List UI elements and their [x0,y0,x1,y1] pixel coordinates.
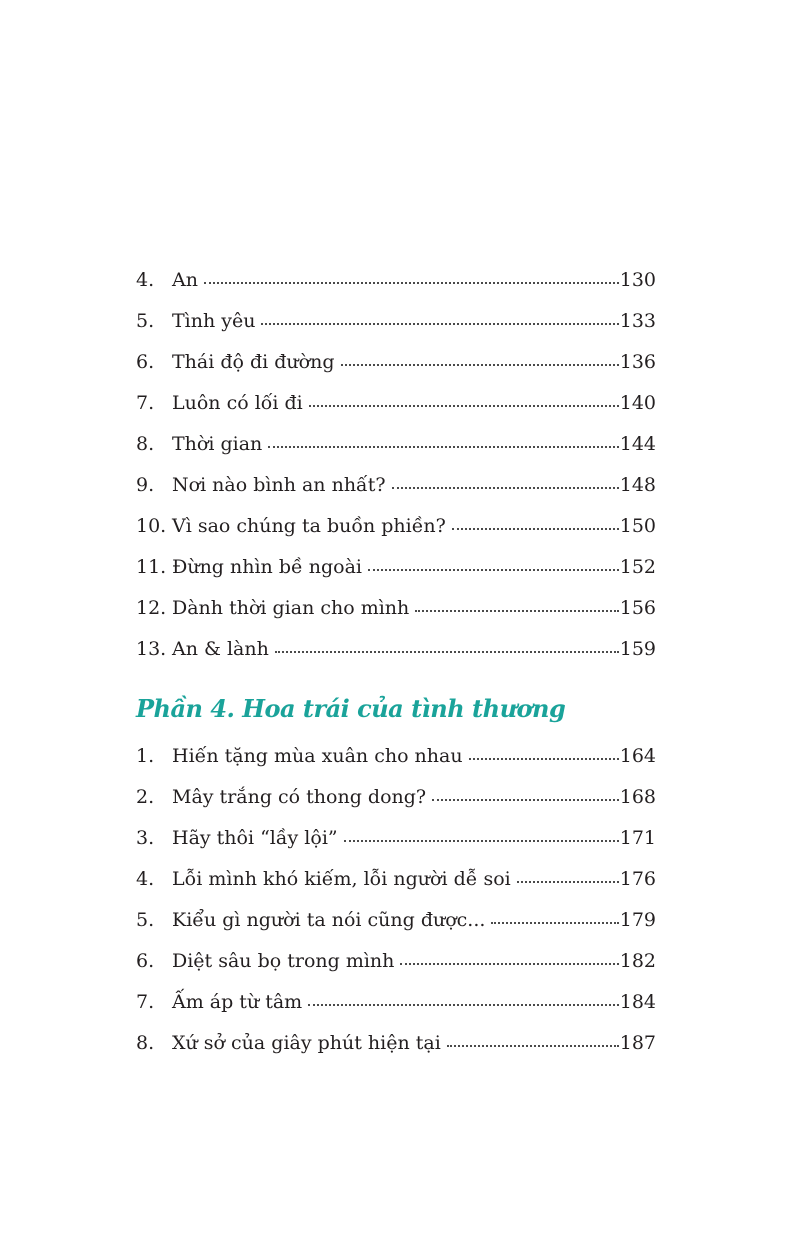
toc-entry-number: 2. [136,786,155,808]
dot-leader [491,920,618,924]
dot-leader [368,567,619,571]
dot-leader [309,403,619,407]
toc-entry-page: 148 [619,474,656,496]
dot-leader [452,526,619,530]
toc-entry[interactable] [136,303,656,344]
toc-entry-title: Tình yêu [172,310,256,332]
toc-entry-number: 8. [136,433,155,455]
toc-entry[interactable] [136,426,656,467]
dot-leader [261,321,618,325]
dot-leader [415,608,618,612]
section-heading-part-4: Phần 4. Hoa trái của tình thương [136,694,566,723]
toc-entry-page: 168 [619,786,656,808]
toc-entry[interactable] [136,508,656,549]
dot-leader [268,444,618,448]
toc-list-part-4 [136,738,656,1066]
dot-leader [400,961,618,965]
toc-entry-number: 7. [136,392,155,414]
toc-entry-page: 130 [619,269,656,291]
dot-leader [308,1002,619,1006]
toc-entry-title: Kiểu gì người ta nói cũng được... [172,909,486,931]
dot-leader [447,1043,619,1047]
toc-entry[interactable] [136,943,656,984]
toc-entry[interactable] [136,902,656,943]
dot-leader [469,756,619,760]
toc-entry-title: Diệt sâu bọ trong mình [172,950,395,972]
toc-entry-title: Vì sao chúng ta buồn phiền? [172,515,446,537]
toc-entry-page: 182 [619,950,656,972]
toc-entry-title: Dành thời gian cho mình [172,597,410,619]
toc-entry-number: 13. [136,638,167,660]
toc-entry[interactable] [136,1025,656,1066]
toc-entry-number: 4. [136,269,155,291]
toc-entry-page: 187 [619,1032,656,1054]
toc-entry-page: 152 [619,556,656,578]
dot-leader [517,879,619,883]
toc-entry-title: Đừng nhìn bề ngoài [172,556,362,578]
toc-entry-number: 12. [136,597,167,619]
toc-entry-number: 1. [136,745,155,767]
toc-entry-page: 136 [619,351,656,373]
toc-entry-title: Xứ sở của giây phút hiện tại [172,1032,441,1054]
toc-list-part-3 [136,262,656,672]
toc-entry[interactable] [136,344,656,385]
toc-entry-number: 6. [136,950,155,972]
toc-entry[interactable] [136,861,656,902]
toc-entry-page: 171 [619,827,656,849]
toc-entry-page: 164 [619,745,656,767]
toc-entry[interactable] [136,467,656,508]
toc-entry-title: Ấm áp từ tâm [172,991,303,1013]
toc-entry-page: 140 [619,392,656,414]
toc-entry-page: 144 [619,433,656,455]
toc-entry-title: Mây trắng có thong dong? [172,786,427,808]
dot-leader [344,838,619,842]
toc-entry-page: 133 [619,310,656,332]
dot-leader [432,797,619,801]
toc-entry-number: 5. [136,310,155,332]
toc-entry-title: Lỗi mình khó kiếm, lỗi người dễ soi [172,868,511,890]
toc-entry-title: Nơi nào bình an nhất? [172,474,386,496]
toc-entry-title: Luôn có lối đi [172,392,303,414]
toc-entry-page: 179 [619,909,656,931]
toc-entry[interactable] [136,820,656,861]
dot-leader [341,362,619,366]
toc-entry-number: 7. [136,991,155,1013]
toc-entry-title: Hiến tặng mùa xuân cho nhau [172,745,463,767]
toc-entry-page: 184 [619,991,656,1013]
toc-entry[interactable] [136,631,656,672]
toc-entry-title: Thái độ đi đường [172,351,335,373]
toc-entry[interactable] [136,984,656,1025]
toc-entry[interactable] [136,590,656,631]
toc-entry-page: 150 [619,515,656,537]
toc-entry-number: 9. [136,474,155,496]
dot-leader [204,280,619,284]
toc-entry-number: 4. [136,868,155,890]
toc-entry-page: 159 [619,638,656,660]
toc-entry-title: An & lành [172,638,269,660]
toc-entry-number: 6. [136,351,155,373]
toc-entry-number: 5. [136,909,155,931]
toc-entry-page: 156 [619,597,656,619]
toc-entry[interactable] [136,549,656,590]
toc-entry[interactable] [136,262,656,303]
dot-leader [275,649,619,653]
toc-entry-number: 10. [136,515,167,537]
toc-entry-number: 8. [136,1032,155,1054]
toc-entry-page: 176 [619,868,656,890]
toc-entry[interactable] [136,779,656,820]
toc-entry[interactable] [136,385,656,426]
toc-entry-title: Hãy thôi “lầy lội” [172,827,338,849]
toc-entry-title: Thời gian [172,433,263,455]
toc-entry-title: An [172,269,198,291]
toc-entry-number: 3. [136,827,155,849]
toc-entry[interactable] [136,738,656,779]
dot-leader [392,485,619,489]
toc-entry-number: 11. [136,556,167,578]
